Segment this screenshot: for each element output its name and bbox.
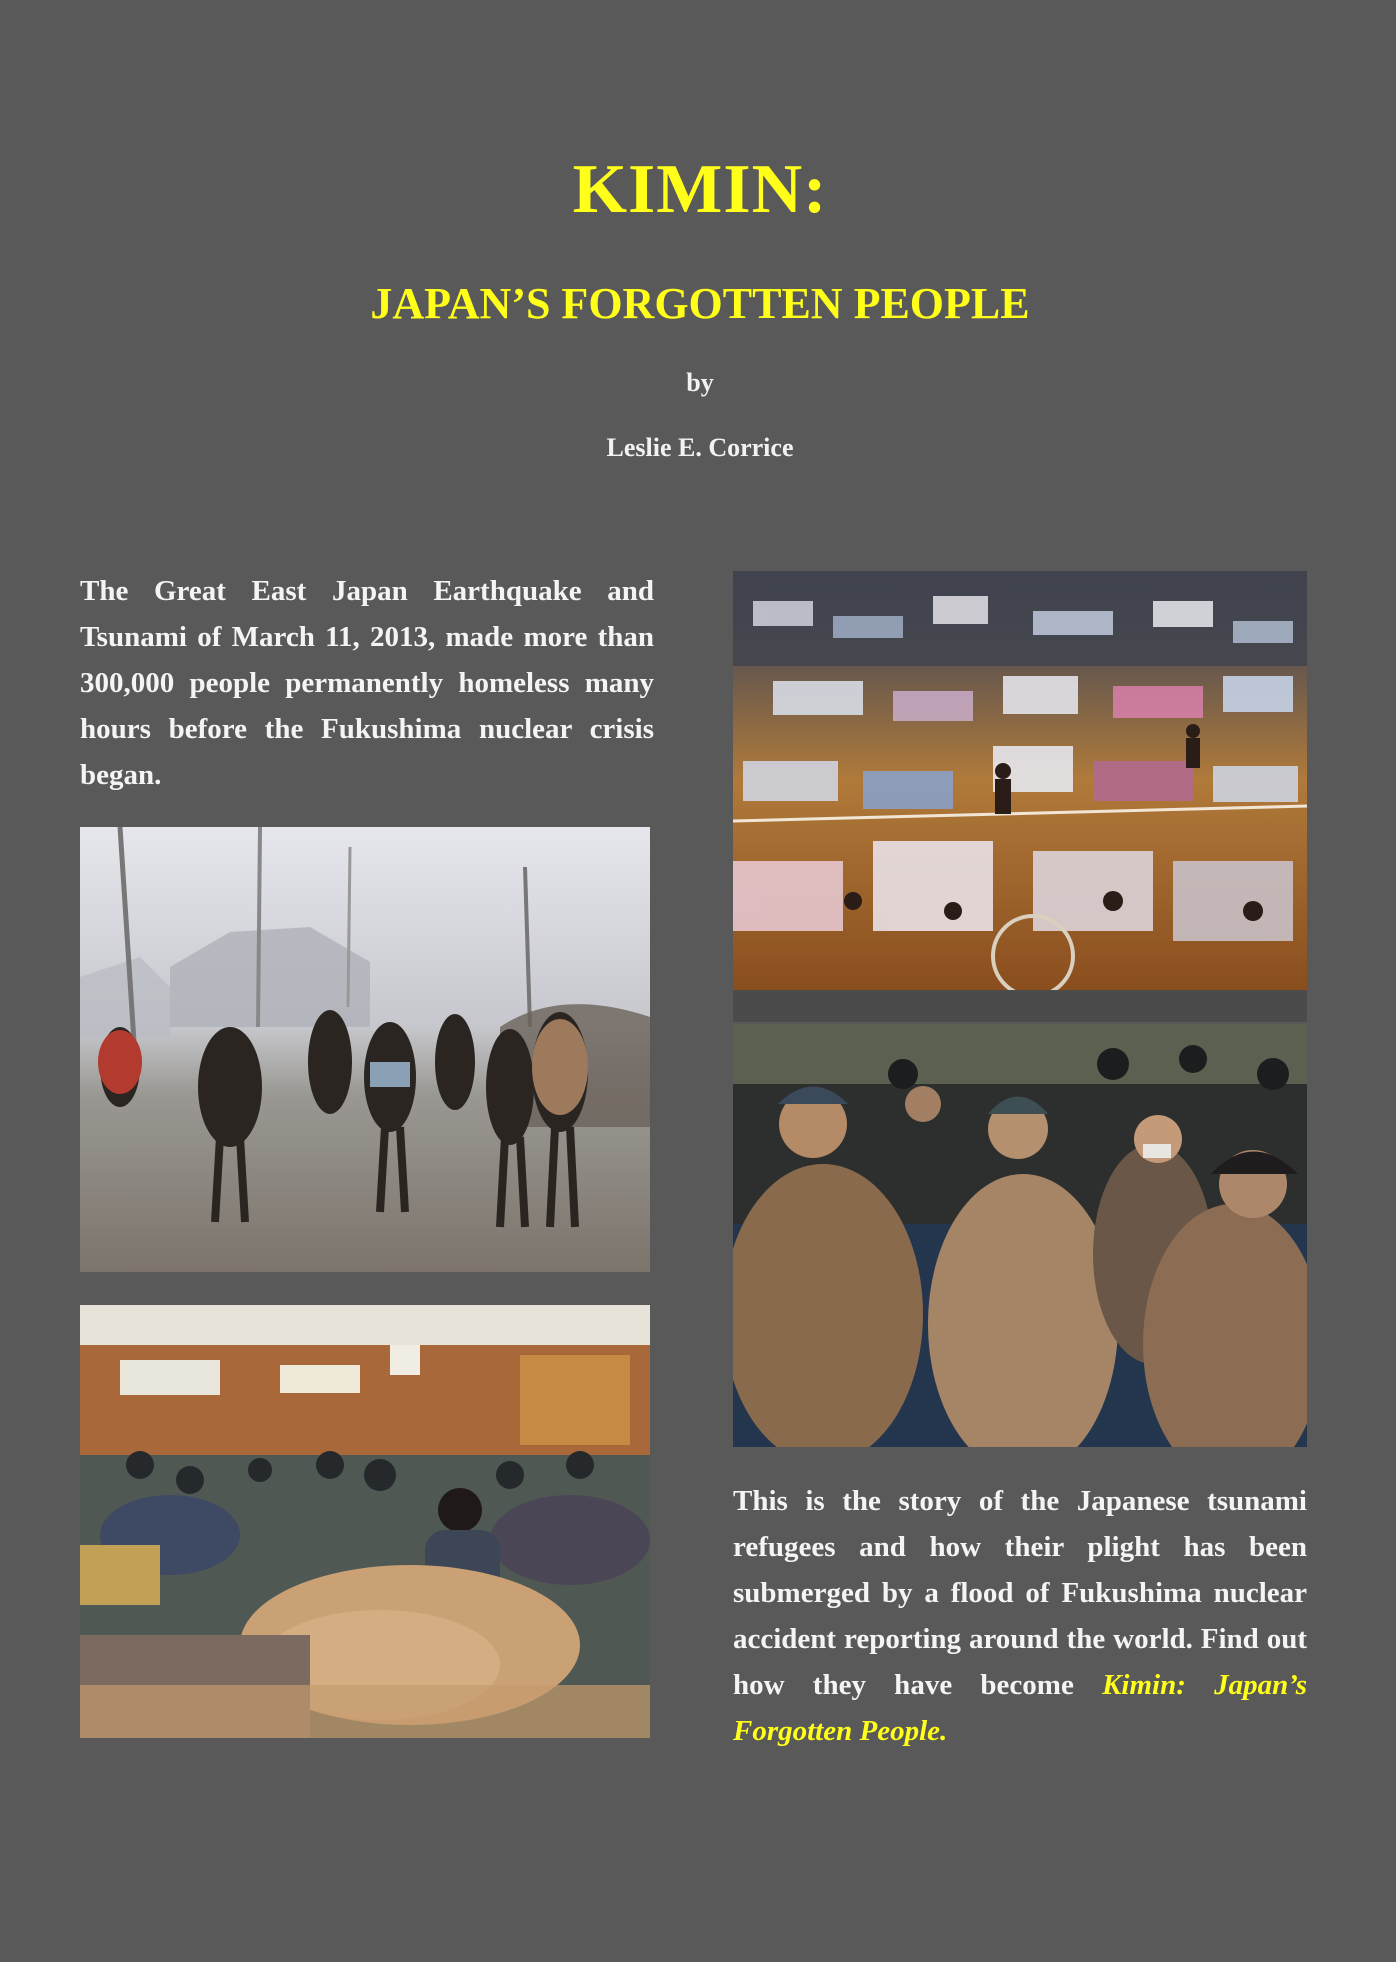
evacuation-gym-overhead-photo (733, 571, 1307, 990)
author-name: Leslie E. Corrice (606, 433, 794, 462)
story-paragraph (733, 1478, 1307, 1754)
cover-subtitle: JAPAN’S FORGOTTEN PEOPLE (370, 279, 1030, 328)
shelter-interior-photo (80, 1305, 650, 1738)
cover-title: KIMIN: (572, 151, 828, 228)
intro-paragraph: The Great East Japan Earthquake and Tsunami of March 11, 2013, made more than 300,000 people permanently homeless many hours before the Fukushima nuclear crisis began. (80, 575, 654, 791)
story-book-title: Kimin: Japan’s Forgotten People. (733, 1669, 1308, 1747)
photo-border-strip (733, 990, 1307, 1022)
story-text: This is the story of the Japanese tsunami refugees and how their plight has been submerged by a flood of Fukushima nuclear accident reporting around the world. Find out how they have become (733, 1485, 1307, 1701)
byline-label: by (686, 368, 714, 397)
evacuees-walking-photo (80, 827, 650, 1272)
blanketed-refugees-photo (733, 1024, 1307, 1447)
